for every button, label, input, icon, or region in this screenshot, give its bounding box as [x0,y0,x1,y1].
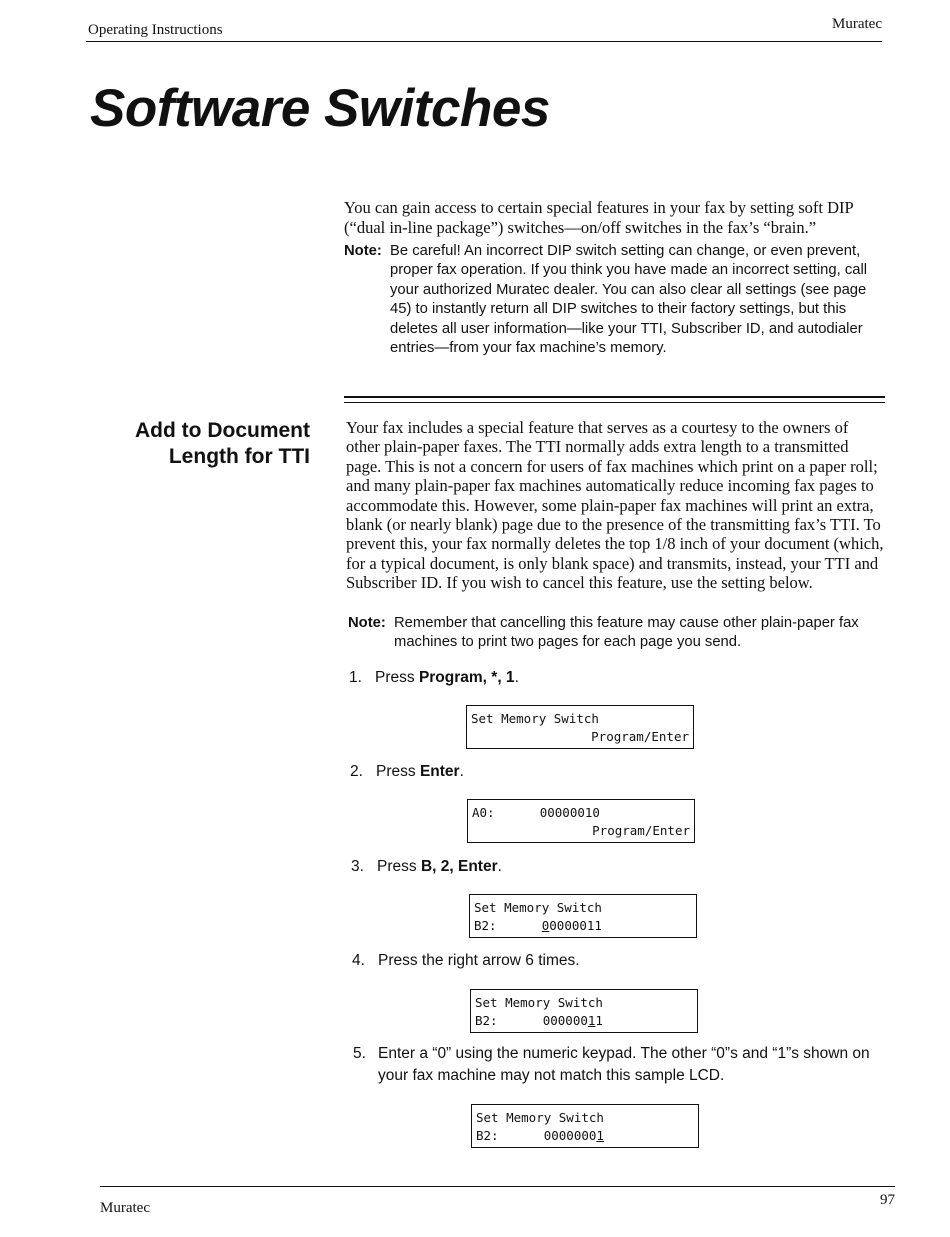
page-number: 97 [880,1192,895,1208]
running-header-section: Operating Instructions [88,22,223,38]
step-text: Press [375,669,419,686]
step-number: 4. [352,952,365,969]
footer-rule [100,1186,895,1187]
lcd-cursor-digit: 1 [596,1128,604,1143]
step-text: Press [376,763,420,780]
lcd-line1: Set Memory Switch [475,995,603,1010]
step-key: Program, *, 1 [418,669,515,686]
step-text: Press the right arrow 6 times. [378,952,580,969]
step-number: 3. [351,858,364,875]
footer-brand: Muratec [100,1200,150,1216]
lcd-line2 [474,918,602,933]
lcd-value-post: 0000011 [549,918,602,933]
step-2 [350,761,890,783]
lcd-cursor-digit: 1 [587,1013,596,1028]
step-number: 1. [349,669,362,686]
step-text-end: . [497,858,502,875]
step-number: 5. [353,1045,366,1062]
section-body: Your fax includes a special feature that serves as a courtesy to the owners of other plain-paper faxes. The TTI normally adds extra length to a transmitted page. This is not a concern for users of fax machines which print on a paper roll; and many plain-paper fax machines automatically reduce incoming fax pages to accommodate this. However, some plain-paper fax machines will print an extra, blank (or nearly blank) page due to the presence of the transmitting fax’s TTI. To prevent this, your fax normally deletes the top 1/8 inch of your document (which, for a typical document, is only blank space) and transmits, instead, your TTI and Subscriber ID. If you wish to cancel this feature, use the setting below. [346,418,884,593]
lcd-line2 [475,1013,603,1028]
step-1 [349,667,889,689]
step-4 [352,950,892,972]
lcd-register-label: B2: [474,918,542,933]
intro-paragraph: You can gain access to certain special features in your fax by setting soft DIP (“dual in-line package”) switches—on/off switches in the fax’s “brain.” [344,198,854,237]
step-5 [353,1043,893,1087]
header-rule [86,41,882,42]
note-label: Note: [344,243,382,259]
section-heading [100,418,310,470]
lcd-line1: Set Memory Switch [474,900,602,915]
lcd-value-pre: 000000 [542,1013,588,1028]
lcd-line2-right: Program/Enter [592,823,690,838]
step-number: 2. [350,763,363,780]
step-key: Enter [419,763,460,780]
step-text-end: . [514,669,519,686]
step-key: B, 2, Enter [420,858,498,875]
step-text: Press [377,858,421,875]
section-rule-thin [344,402,885,403]
page-title: Software Switches [90,79,550,138]
lcd-value-pre: 0000000 [543,1128,597,1143]
section-heading-line1: Add to Document [135,419,310,442]
section-rule-thick [344,396,885,398]
intro-note [344,242,884,358]
lcd-display-1 [466,705,694,749]
lcd-display-5 [471,1104,699,1148]
lcd-display-4 [470,989,698,1033]
lcd-register-label: B2: [476,1128,544,1143]
lcd-line2-right: Program/Enter [591,729,689,744]
section-note [348,614,888,653]
note-text: Remember that cancelling this feature may cause other plain-paper fax machines to print two pages for each page you send. [394,615,859,651]
section-heading-line2: Length for TTI [168,445,310,468]
lcd-line1: Set Memory Switch [476,1110,604,1125]
lcd-value-post: 1 [595,1013,603,1028]
lcd-line2 [476,1128,604,1143]
running-header-brand: Muratec [832,16,882,32]
note-text: Be careful! An incorrect DIP switch setting can change, or even prevent, proper fax operation. If you think you have made an incorrect setting, call your authorized Muratec dealer. You can also clear all settings (see page 45) to instantly return all DIP switches to their factory settings, but this deletes all user information—like your TTI, Subscriber ID, and autodialer entries—from your fax machine’s memory. [390,243,868,357]
lcd-line1: A0: 00000010 [472,805,600,820]
step-text: Enter a “0” using the numeric keypad. The other “0”s and “1”s shown on your fax machine may not match this sample LCD. [378,1045,870,1084]
lcd-display-3 [469,894,697,938]
lcd-cursor-digit: 0 [541,918,550,933]
lcd-line1: Set Memory Switch [471,711,599,726]
lcd-register-label: B2: [475,1013,543,1028]
step-3 [351,856,891,878]
note-label: Note: [348,615,386,631]
lcd-display-2 [467,799,695,843]
step-text-end: . [459,763,464,780]
